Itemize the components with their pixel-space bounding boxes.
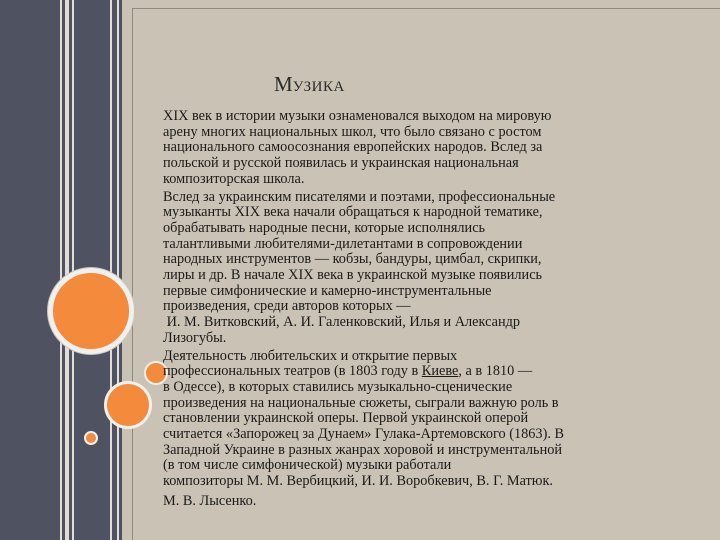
text-line: XIX век в истории музыки ознаменовался выходом на мировую [163,108,552,124]
slide-title-initial: М [274,72,293,96]
slide-title-rest: УЗИКА [292,79,345,95]
text-line: в Одессе), в которых ставились музыкально-сценические [163,378,513,395]
text-line: И. М. Витковский, А. И. Галенковский, Илья и Александр [163,314,521,331]
kiev-link[interactable]: Киеве [421,363,459,380]
decorative-stripe [60,0,62,540]
text-line: М. В. Лысенко. [163,492,257,509]
decorative-stripe [117,0,119,540]
panel-border-top [132,8,720,9]
decorative-stripe [72,0,74,540]
text-line: композиторы М. М. Вербицкий, И. И. Воробкевич, В. Г. Матюк. [163,473,554,490]
slide-body [163,109,715,512]
decorative-circle-large [48,268,134,354]
decorative-circle-tiny [84,431,98,445]
text-line: Деятельность любительских и открытие первых [163,347,458,364]
text-line: национального самоосознания европейских народов. Вслед за [163,139,543,156]
text-line: народных инструментов — кобзы, бандуры, цимбал, скрипки, [163,251,542,268]
text-line: Лизогубы. [163,329,227,346]
text-line-with-link [163,364,715,380]
text-line: польской и русской появилась и украинская национальная [163,155,519,172]
text-line: становлении украинской оперы. Первой украинской оперой [163,410,529,427]
paragraph-4 [163,494,715,510]
paragraph-1 [163,109,715,188]
text-line: талантливыми любителями-дилетантами в сопровождении [163,235,523,252]
decorative-circle-medium [104,381,152,429]
text-line: произведения, среди авторов которых — [163,298,411,315]
text-line: композиторская школа. [163,170,305,187]
text-fragment: профессиональных театров (в 1803 году в [163,363,422,380]
decorative-stripe [110,0,112,540]
text-line: обрабатывать народные песни, которые исполнялись [163,219,486,236]
text-fragment: , а в 1810 — [458,363,533,380]
text-line: музыканты XIX века начали обращаться к народной тематике, [163,204,543,221]
text-line: считается «Запорожец за Дунаем» Гулака-Артемовского (1863). В [163,426,565,443]
paragraph-2 [163,190,715,347]
text-line: Западной Украине в разных жанрах хоровой и инструментальной [163,441,563,458]
panel-border-left [132,8,133,540]
text-line: лиры и др. В начале XIX века в украинской музыке появились [163,267,543,284]
text-line: Вслед за украинским писателями и поэтами, профессиональные [163,188,556,205]
text-line: (в том числе симфонической) музыки работали [163,457,452,474]
slide-title [274,64,345,96]
text-line: произведения на национальные сюжеты, сыграли важную роль в [163,394,559,411]
decorative-stripe [65,0,69,540]
paragraph-3 [163,349,715,490]
text-line: арену многих национальных школ, что было связано с ростом [163,123,542,140]
text-line: первые симфонические и камерно-инструментальные [163,282,492,299]
